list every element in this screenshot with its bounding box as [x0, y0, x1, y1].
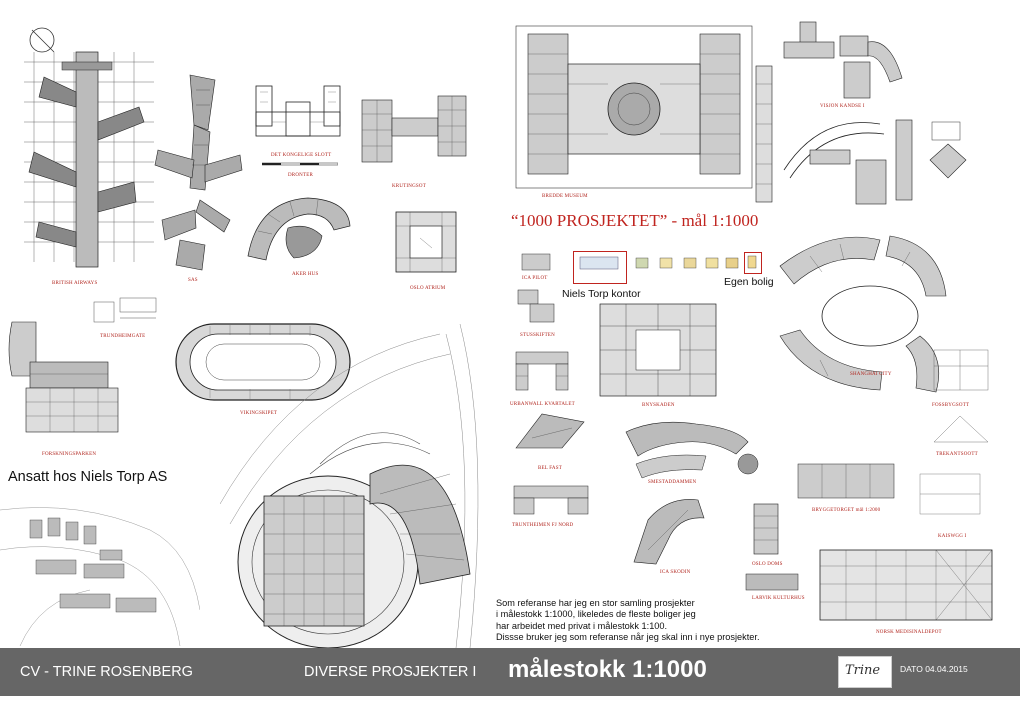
plan-site-left	[0, 490, 200, 646]
caption-truntheimen: TRUNTHEIMEN FJ NORD	[512, 523, 574, 528]
plan-norsk-medisinaldepot	[816, 546, 996, 624]
caption-bel-fast: BEL FAST	[538, 466, 562, 471]
plan-diamond	[926, 120, 970, 180]
plan-det-kongelige-slott	[252, 82, 344, 144]
signature: Trine	[845, 663, 881, 678]
note-line: Dissse bruker jeg som referanse når jeg skal inn i nye prosjekter.	[496, 632, 760, 643]
note-line: Som referanse har jeg en stor samling prosjekter	[496, 598, 695, 608]
note-line: har arbeidet med privat i målestokk 1:100.	[496, 620, 668, 631]
plan-forskningsparken	[6, 316, 124, 448]
plan-arc-complex	[780, 110, 930, 210]
plan-bryggetorget	[794, 460, 898, 502]
caption-visjon: VISJON KANDSE I	[820, 104, 865, 109]
niels-torp-kontor-label: Niels Torp kontor	[562, 288, 641, 300]
caption-oslo-dome: OSLO DOMS	[752, 562, 783, 567]
plan-trekant	[930, 412, 992, 446]
caption-ica-sjodin: ICA SKODIN	[660, 570, 691, 575]
caption-det-kongelige-slott: DET KONGELIGE SLOTT	[271, 153, 332, 158]
plan-sas	[150, 70, 245, 275]
caption-shanghai: SHANGHAI CITY	[850, 372, 892, 377]
plan-bnyskaden	[596, 300, 720, 400]
plan-ica-sjodin	[628, 490, 710, 568]
caption-akerhus: AKER HUS	[292, 272, 319, 277]
caption-forskningsparken: FORSKNINGSPARKEN	[42, 452, 97, 457]
footer-bar	[0, 648, 1020, 696]
plan-urbanwall	[512, 346, 572, 396]
plan-fossbygg	[930, 346, 992, 396]
project-headline: “1000 PROSJEKTET” - mål 1:1000	[511, 211, 759, 230]
caption-urbanwall: URBANWALL KVARTALET	[510, 402, 575, 407]
plan-akerhus	[238, 186, 356, 270]
note-line: i målestokk 1:1000, likeledes de fleste boliger jeg	[496, 609, 696, 620]
egen-bolig-label: Egen bolig	[724, 276, 774, 288]
plan-smestaddammen	[616, 412, 764, 488]
signature-box	[838, 656, 892, 688]
caption-larvik: LARVIK KULTURHUS	[752, 596, 805, 601]
caption-oslo-atrium: OSLO ATRIUM	[410, 286, 446, 291]
caption-norsk-medisinaldepot: NORSK MEDISINALDEPOT	[876, 630, 942, 635]
plan-bredde-museum	[514, 24, 754, 192]
caption-bnyskaden: BNYSKADEN	[642, 403, 675, 408]
footer-section: DIVERSE PROSJEKTER I	[304, 664, 477, 680]
thumb-niels-torp-kontor	[578, 255, 620, 271]
caption-stuen: STUSSKIFTEN	[520, 333, 555, 338]
caption-sas: SAS	[188, 278, 198, 283]
footer-date: DATO 04.04.2015	[900, 664, 968, 674]
plan-krutingsot	[358, 90, 470, 172]
caption-ica-pilot: ICA PILOT	[522, 276, 548, 281]
caption-trekant: TREKANTSOOTT	[936, 452, 978, 457]
caption-krutingsot: KRUTINGSOT	[392, 184, 426, 189]
footer-name: CV - TRINE ROSENBERG	[20, 664, 193, 680]
plan-stuen	[514, 286, 558, 326]
caption-smestaddammen: SMESTADDAMMEN	[648, 480, 697, 485]
plan-central-arena	[220, 324, 494, 648]
caption-british-airways: BRITISH AIRWAYS	[52, 281, 98, 286]
plan-truntheimen	[510, 482, 592, 518]
scale-bar	[262, 162, 338, 166]
plan-larvik	[742, 570, 802, 594]
footer-scale: målestokk 1:1000	[508, 656, 707, 683]
caption-vikingskipet: VIKINGSKIPET	[240, 411, 278, 416]
plan-visjon	[780, 18, 906, 102]
plan-oslo-dome	[750, 500, 782, 558]
reference-note	[496, 598, 796, 644]
plan-shanghai	[770, 226, 950, 396]
plan-bel-fast	[512, 408, 588, 452]
caption-bryggetorget: BRYGGETORGET mål 1:2000	[812, 508, 881, 513]
caption-fossbygg: FOSSBYGSOTT	[932, 403, 970, 408]
plan-kaiswgg	[916, 470, 986, 520]
thumb-ica-pilot	[516, 250, 556, 274]
plan-tower	[754, 64, 774, 204]
thumb-row	[634, 254, 742, 274]
caption-dronter: DRONTER	[288, 173, 314, 178]
ansatt-label: Ansatt hos Niels Torp AS	[8, 469, 168, 485]
plan-oslo-atrium	[392, 208, 460, 278]
thumb-egen-bolig	[747, 255, 757, 269]
caption-kaiswgg: KAISWGG I	[938, 534, 967, 539]
caption-bredde-museum: BREDDE MUSEUM	[542, 194, 588, 199]
plan-british-airways	[14, 22, 162, 280]
caption-trundheimgate: TRUNDHEIMGATE	[100, 334, 146, 339]
